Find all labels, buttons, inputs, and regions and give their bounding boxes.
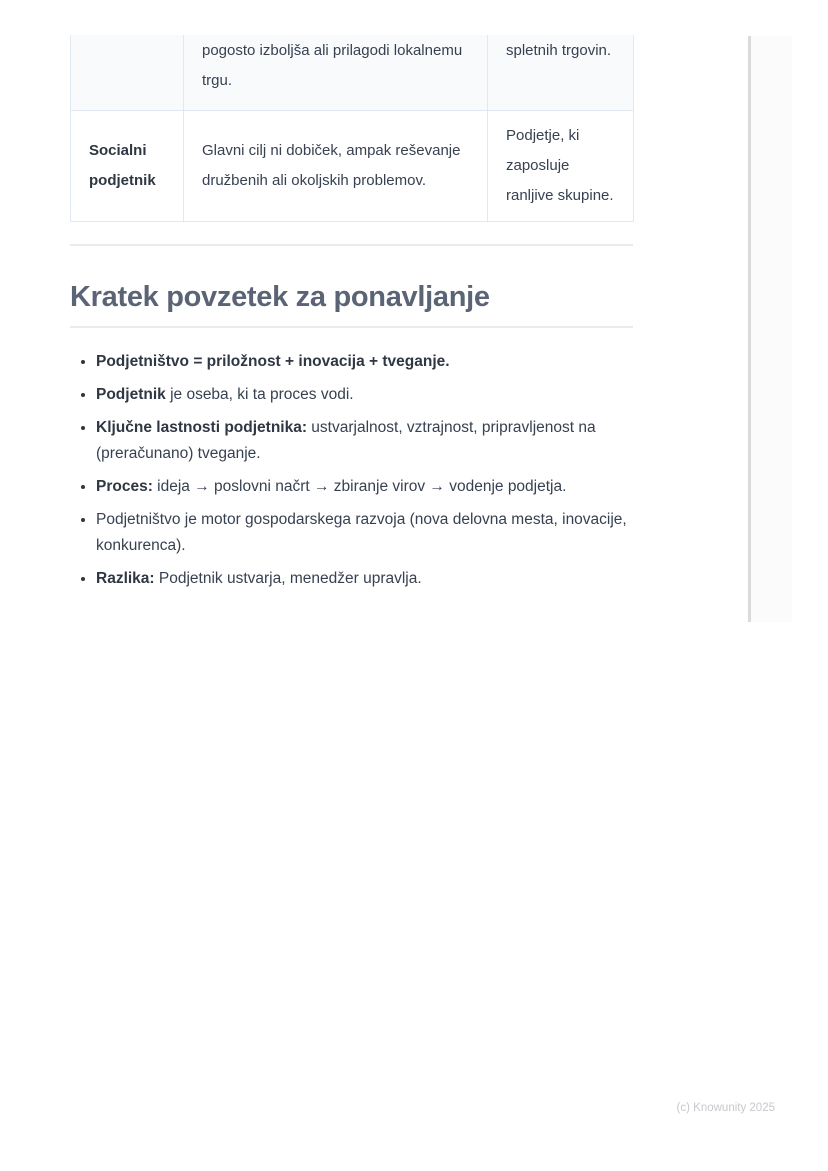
table-cell-example: Podjetje, ki zaposluje ranljive skupine. [488, 111, 634, 222]
list-item [96, 382, 633, 408]
list-item [96, 566, 633, 592]
summary-list [70, 349, 633, 592]
table-row [71, 111, 634, 222]
list-item [96, 474, 633, 500]
page-edge-strip [748, 36, 792, 622]
table-cell-example: spletnih trgovin. [488, 35, 634, 111]
table-cell-description: pogosto izboljša ali prilagodi lokalnemu trgu. [184, 35, 488, 111]
table-cell-type: Socialni podjetnik [71, 111, 184, 222]
list-item-text: ideja → poslovni načrt → zbiranje virov → vodenje podjetja. [152, 478, 567, 495]
copyright-notice: (c) Knowunity 2025 [676, 1102, 775, 1114]
entrepreneur-types-table [70, 35, 634, 222]
list-item [96, 415, 633, 467]
list-item-text: ustvarjalnost, vztrajnost, pripravljenost na (preračunano) tveganje. [96, 419, 596, 462]
list-item-bold: Razlika: [96, 570, 155, 587]
table-cell-type [71, 35, 184, 111]
list-item-text: Podjetnik ustvarja, menedžer upravlja. [154, 570, 422, 587]
list-item [96, 349, 633, 375]
list-item-bold: Ključne lastnosti podjetnika: [96, 419, 307, 436]
list-item-text: je oseba, ki ta proces vodi. [165, 386, 354, 403]
list-item-text: Podjetništvo je motor gospodarskega razvoja (nova delovna mesta, inovacije, konkurenca). [96, 511, 627, 554]
list-item-bold: Podjetnik [96, 386, 166, 403]
list-item [96, 507, 633, 559]
section-heading: Kratek povzetek za ponavljanje [70, 282, 633, 328]
document-content [70, 35, 633, 599]
list-item-bold: Podjetništvo = priložnost + inovacija + tveganje. [96, 353, 450, 370]
list-item-bold: Proces: [96, 478, 153, 495]
horizontal-divider [70, 244, 633, 246]
table-row [71, 35, 634, 111]
table-cell-description: Glavni cilj ni dobiček, ampak reševanje družbenih ali okoljskih problemov. [184, 111, 488, 222]
